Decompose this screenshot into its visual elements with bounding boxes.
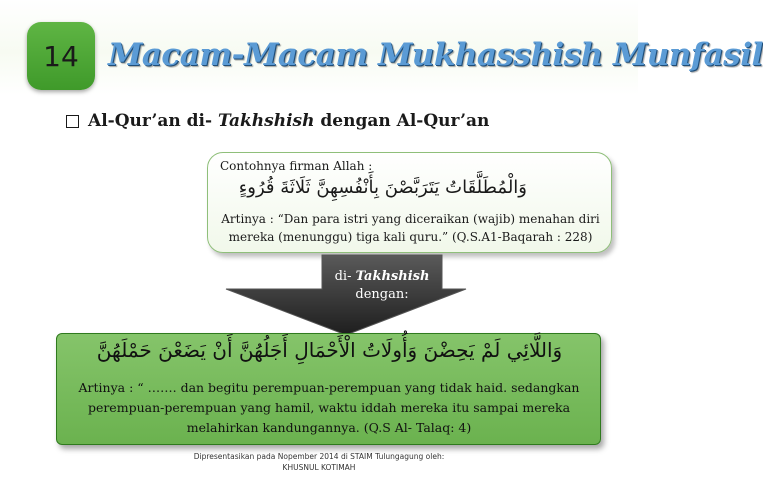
arrow-label — [322, 268, 442, 304]
slide-number-badge: 14 — [27, 22, 95, 90]
bullet-emphasis: Takhshish — [217, 111, 315, 131]
general-verse-arabic: وَالْمُطَلَّقَاتُ يَتَرَبَّصْنَ بِأَنْفُسِهِنَّ ثَلَاثَةَ قُرُوءٍ — [238, 177, 527, 198]
specific-verse-box — [56, 333, 601, 445]
general-verse-box — [207, 152, 612, 253]
footer-credit — [190, 451, 448, 473]
bullet-suffix: dengan Al-Qur’an — [314, 111, 490, 131]
checkbox-bullet-icon — [66, 115, 79, 128]
specific-verse-arabic: وَاللَّائِي لَمْ يَحِضْنَ وَأُولَاتُ الْأَحْمَالِ أَجَلُهُنَّ أَنْ يَضَعْنَ حَمْلَهُنَّ — [96, 338, 563, 362]
specific-verse-translation: Artinya : “ ……. dan begitu perempuan-perempuan yang tidak haid. sedangkan perempuan-perempuan yang hamil, waktu iddah mereka itu sampai mereka melahirkan kandungannya. (Q.S Al- Talaq: 4) — [78, 380, 580, 435]
arrow-label-prefix: di- — [334, 269, 356, 284]
bullet-heading — [66, 108, 489, 134]
slide-title: Macam-Macam Mukhasshish Munfasil — [108, 37, 763, 73]
footer-line-2: KHUSNUL KOTIMAH — [282, 463, 356, 472]
example-label: Contohnya firman Allah : — [220, 159, 373, 173]
arrow-label-line2: dengan: — [355, 287, 409, 302]
arrow-label-emphasis: Takhshish — [355, 269, 430, 284]
bullet-prefix: Al-Qur’an di- — [88, 111, 218, 131]
footer-line-1: Dipresentasikan pada Nopember 2014 di STAIM Tulungagung oleh: — [193, 452, 445, 461]
general-verse-translation: Artinya : “Dan para istri yang diceraikan (wajib) menahan diri mereka (menunggu) tiga kali quru.” (Q.S.A1-Baqarah : 228) — [221, 212, 600, 244]
